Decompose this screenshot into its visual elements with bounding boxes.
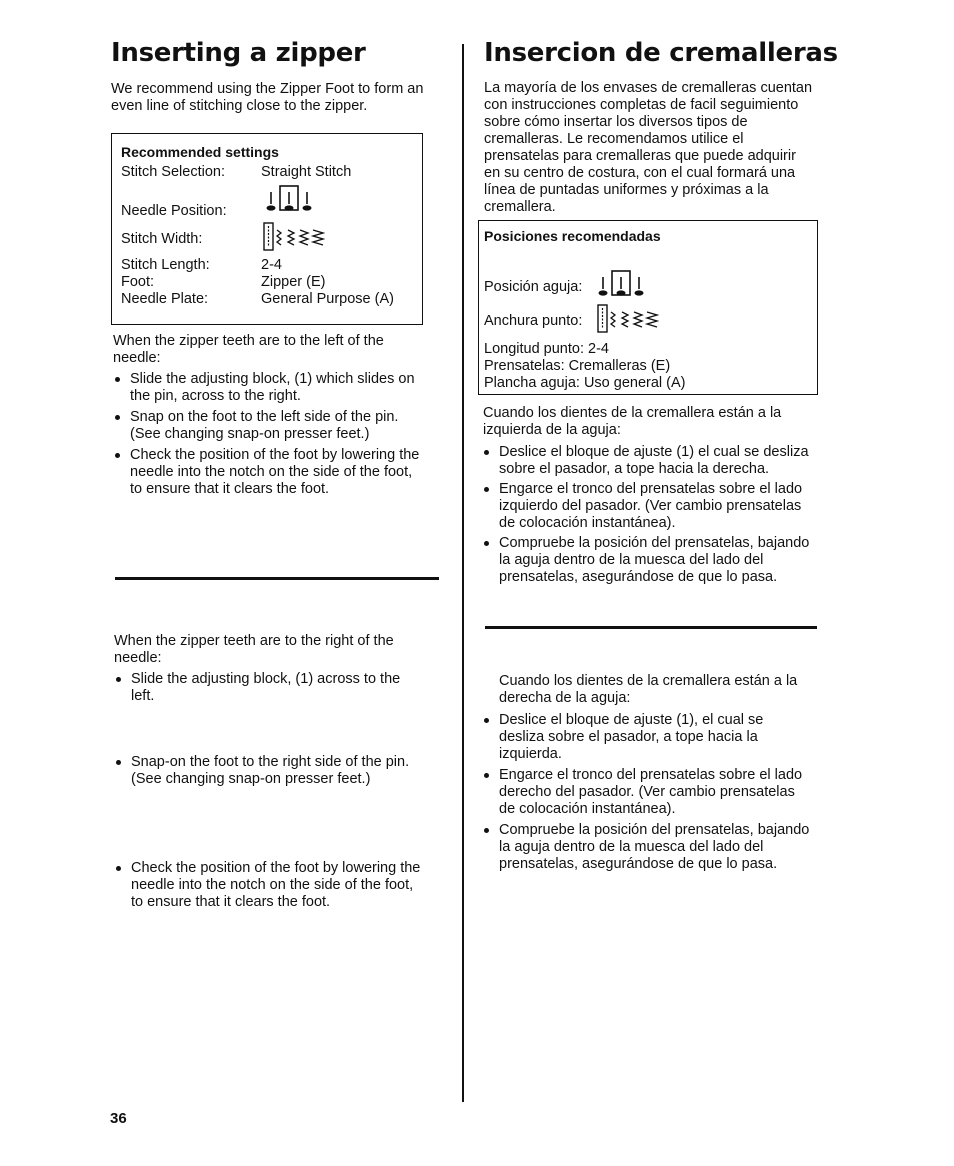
english-settings-box bbox=[111, 133, 423, 325]
stitch-selection-label: Stitch Selection: bbox=[121, 164, 225, 180]
list-item: Compruebe la posición del prensatelas, bajando la aguja dentro de la muesca del lado del prensatelas, asegurándose de que lo pasa. bbox=[482, 535, 812, 586]
page-number: 36 bbox=[110, 1110, 127, 1127]
needle-position-icon bbox=[597, 269, 645, 299]
spanish-section-divider bbox=[485, 626, 817, 629]
list-item: Deslice el bloque de ajuste (1), el cual se desliza sobre el pasador, a tope hacia la izquierda. bbox=[482, 712, 812, 763]
posicion-aguja-label: Posición aguja: bbox=[484, 279, 583, 295]
anchura-punto-label: Anchura punto: bbox=[484, 313, 583, 329]
prensatelas: Prensatelas: Cremalleras (E) bbox=[484, 358, 671, 374]
english-intro: We recommend using the Zipper Foot to form an even line of stitching close to the zipper. bbox=[111, 81, 424, 114]
list-item: Engarce el tronco del prensatelas sobre el lado derecho del pasador. (Ver cambio prensatelas de colocación instantánea). bbox=[482, 767, 812, 818]
list-item: Snap on the foot to the left side of the pin. (See changing snap-on presser feet.) bbox=[113, 409, 425, 443]
list-item: Engarce el tronco del prensatelas sobre el lado izquierdo del pasador. (Ver cambio prensatelas de colocación instantánea). bbox=[482, 481, 812, 532]
english-title: Inserting a zipper bbox=[111, 38, 366, 68]
list-item: Deslice el bloque de ajuste (1) el cual se desliza sobre el pasador, a tope hacia la derecha. bbox=[482, 444, 812, 478]
stitch-width-icon bbox=[263, 222, 325, 252]
stitch-length-label: Stitch Length: bbox=[121, 257, 210, 273]
stitch-selection-value: Straight Stitch bbox=[261, 164, 352, 180]
list-item: Check the position of the foot by lowering the needle into the notch on the side of the foot, to ensure that it clears the foot. bbox=[114, 860, 426, 911]
spanish-left-steps bbox=[482, 444, 812, 586]
spanish-title: Insercion de cremalleras bbox=[484, 38, 838, 68]
english-left-intro: When the zipper teeth are to the left of the needle: bbox=[113, 333, 384, 366]
foot-label: Foot: bbox=[121, 274, 155, 290]
spanish-settings-heading: Posiciones recomendadas bbox=[484, 228, 661, 244]
english-settings-heading: Recommended settings bbox=[121, 144, 279, 160]
spanish-settings-box bbox=[478, 220, 818, 395]
spanish-right-steps bbox=[482, 712, 812, 873]
spanish-left-intro: Cuando los dientes de la cremallera están a la izquierda de la aguja: bbox=[483, 405, 782, 438]
stitch-width-icon bbox=[597, 304, 659, 334]
needle-plate-value: General Purpose (A) bbox=[261, 291, 394, 307]
list-item: Slide the adjusting block, (1) across to the left. bbox=[114, 671, 426, 705]
spanish-right-intro: Cuando los dientes de la cremallera están a la derecha de la aguja: bbox=[499, 673, 798, 706]
needle-position-label: Needle Position: bbox=[121, 203, 227, 219]
english-right-intro: When the zipper teeth are to the right of the needle: bbox=[114, 633, 394, 666]
list-item: Slide the adjusting block, (1) which slides on the pin, across to the right. bbox=[113, 371, 425, 405]
english-left-steps bbox=[113, 371, 425, 498]
foot-value: Zipper (E) bbox=[261, 274, 326, 290]
column-divider bbox=[462, 44, 464, 1102]
english-section-divider bbox=[115, 577, 439, 580]
list-item: Snap-on the foot to the right side of the pin. (See changing snap-on presser feet.) bbox=[114, 754, 426, 788]
stitch-width-label: Stitch Width: bbox=[121, 231, 203, 247]
spanish-intro: La mayoría de los envases de cremalleras cuentan con instrucciones completas de facil seguimiento sobre cómo insertar los diversos tipos de cremalleras. Le recomendamos utilice el prensatelas para cremalleras que puede adquirir en su centro de costura, con el cual formará una línea de puntadas uniformes y próximas a la cremallera. bbox=[484, 80, 813, 215]
english-right-step-1 bbox=[114, 671, 426, 705]
needle-plate-label: Needle Plate: bbox=[121, 291, 209, 307]
list-item: Compruebe la posición del prensatelas, bajando la aguja dentro de la muesca del lado del prensatelas, asegurándose de que lo pasa. bbox=[482, 822, 812, 873]
longitud-punto: Longitud punto: 2-4 bbox=[484, 341, 609, 357]
stitch-length-value: 2-4 bbox=[261, 257, 282, 273]
plancha-aguja: Plancha aguja: Uso general (A) bbox=[484, 375, 686, 391]
english-right-step-2 bbox=[114, 754, 426, 788]
needle-position-icon bbox=[265, 184, 313, 214]
list-item: Check the position of the foot by lowering the needle into the notch on the side of the foot, to ensure that it clears the foot. bbox=[113, 447, 425, 498]
english-right-step-3 bbox=[114, 860, 426, 911]
